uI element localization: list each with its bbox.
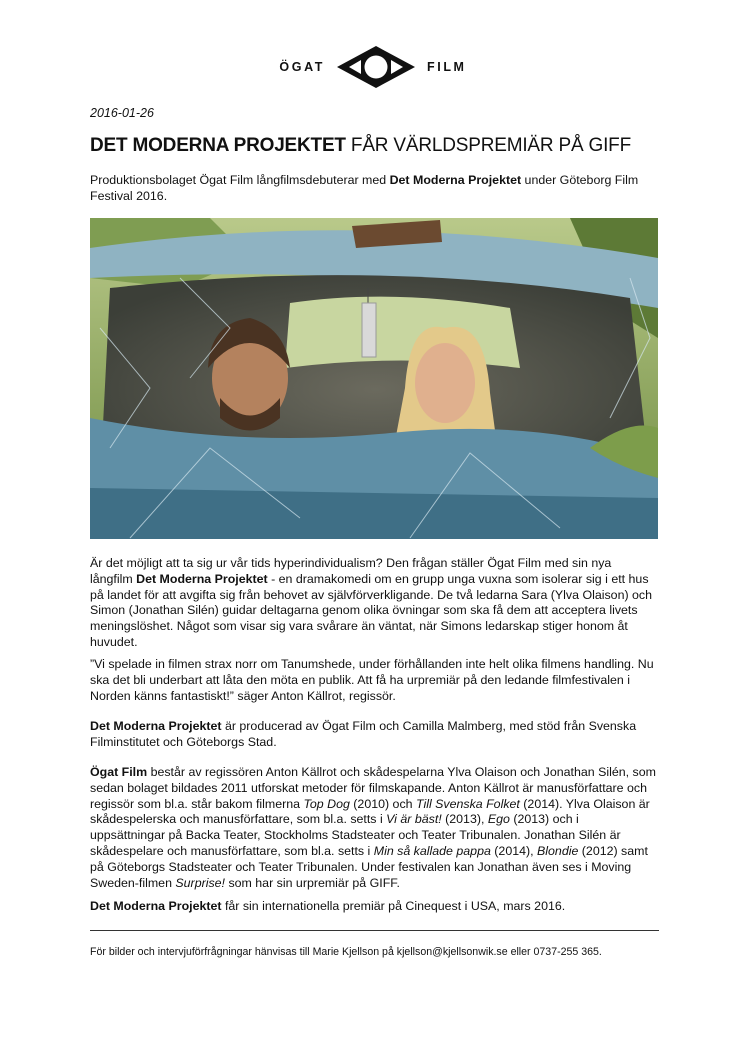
premiere-text: får sin internationella premiär på Cinequest i USA, mars 2016. [221, 899, 566, 913]
footer-contact: För bilder och intervjuförfrågningar hänvisas till Marie Kjellson på kjellson@kjellsonwik.se eller 0737-255 365. [90, 946, 602, 958]
premiere-film-title: Det Moderna Projektet [90, 899, 222, 913]
about-text-5: (2013) och i uppsättningar på Backa Teater, Stockholms Stadsteater och Teater Tribunalen. Jonathan Silén är skådespelare och manusförfattare, som bl.a. setts i [90, 812, 621, 858]
film-still-image [90, 218, 658, 539]
press-release-date: 2016-01-26 [90, 106, 154, 120]
about-film-2: Till Svenska Folket [415, 796, 520, 811]
headline-bold: DET MODERNA PROJEKTET [90, 135, 346, 156]
about-text-2: (2010) och [349, 796, 416, 811]
ogat-film-logo [0, 44, 746, 90]
about-film-4: Ego [487, 812, 510, 827]
intro-paragraph [90, 173, 656, 205]
film-still-photo [90, 218, 658, 539]
about-text-6: (2014), [490, 843, 538, 858]
about-film-1: Top Dog [303, 796, 350, 811]
headline [90, 135, 631, 157]
intro-text-1: Produktionsbolaget Ögat Film långfilmsdebuterar med [90, 173, 390, 187]
about-film-6: Blondie [537, 843, 579, 858]
about-film-3: Vi är bäst! [386, 812, 442, 827]
about-film-7: Surprise! [175, 875, 225, 890]
body1-text-2: - en dramakomedi om en grupp unga vuxna som isolerar sig i ett hus på landet för att avgifta sig från behovet av självförverkligande. De två ledarna Sara (Ylva Olaison) och Simon (Jonathan Silén) guidar deltagarna genom olika övningar som ska få dem att acceptera livets meningslöshet. Något som visar sig vara svårare än väntat, när Simons ledarskap stiger honom åt huvudet. [90, 571, 653, 649]
body1-text-1: Är det möjligt att ta sig ur vår tids hyperindividualism? Den frågan ställer Ögat Film med sin nya långfilm [90, 556, 612, 586]
footer-divider [90, 930, 659, 931]
body-paragraph-1 [90, 556, 656, 651]
about-text-4: (2013), [441, 812, 488, 827]
about-text-7: (2012) samt på Göteborgs Stadsteater och Teater Tribunalen. Under festivalen kan Jonathan även ses i Moving Sweden-filmen [90, 843, 648, 890]
about-film-5: Min så kallade pappa [373, 843, 491, 858]
intro-text-2: under Göteborg Film Festival 2016. [90, 173, 639, 203]
about-company-name: Ögat Film [90, 765, 148, 779]
about-paragraph [90, 765, 656, 891]
producers-paragraph [90, 719, 656, 751]
premiere-paragraph [90, 899, 656, 915]
body1-film-title: Det Moderna Projektet [136, 571, 268, 586]
logo-left-word: ÖGAT [279, 60, 326, 74]
about-text-1: består av regissören Anton Källrot och skådespelarna Ylva Olaison och Jonathan Silén, som sedan bolaget bildades 2011 utforskat metoder för filmskapande. Anton Källrot är manusförfattare och regissör som bl.a. står bakom filmerna [90, 765, 656, 811]
logo-right-word: FILM [427, 60, 467, 74]
intro-film-title: Det Moderna Projektet [389, 173, 522, 187]
producers-film-title: Det Moderna Projektet [90, 719, 222, 733]
eye-logo-icon [335, 45, 417, 89]
about-text-3: (2014). Ylva Olaison är skådespelerska och manusförfattare, som bl.a. setts i [90, 796, 650, 827]
about-text-8: som har sin urpremiär på GIFF. [225, 875, 400, 890]
quote-paragraph: ”Vi spelade in filmen strax norr om Tanumshede, under förhållanden inte helt olika filmens handling. Nu ska det bli underbart att låta den möta en publik. Att få ha urpremiär på den ledande filmfestivalen i Norden känns fantastiskt!” säger Anton Källrot, regissör. [90, 657, 654, 703]
producers-text: är producerad av Ögat Film och Camilla Malmberg, med stöd från Svenska Filminstitutet och Göteborgs Stad. [90, 719, 637, 749]
headline-rest: FÅR VÄRLDSPREMIÄR PÅ GIFF [345, 135, 631, 156]
